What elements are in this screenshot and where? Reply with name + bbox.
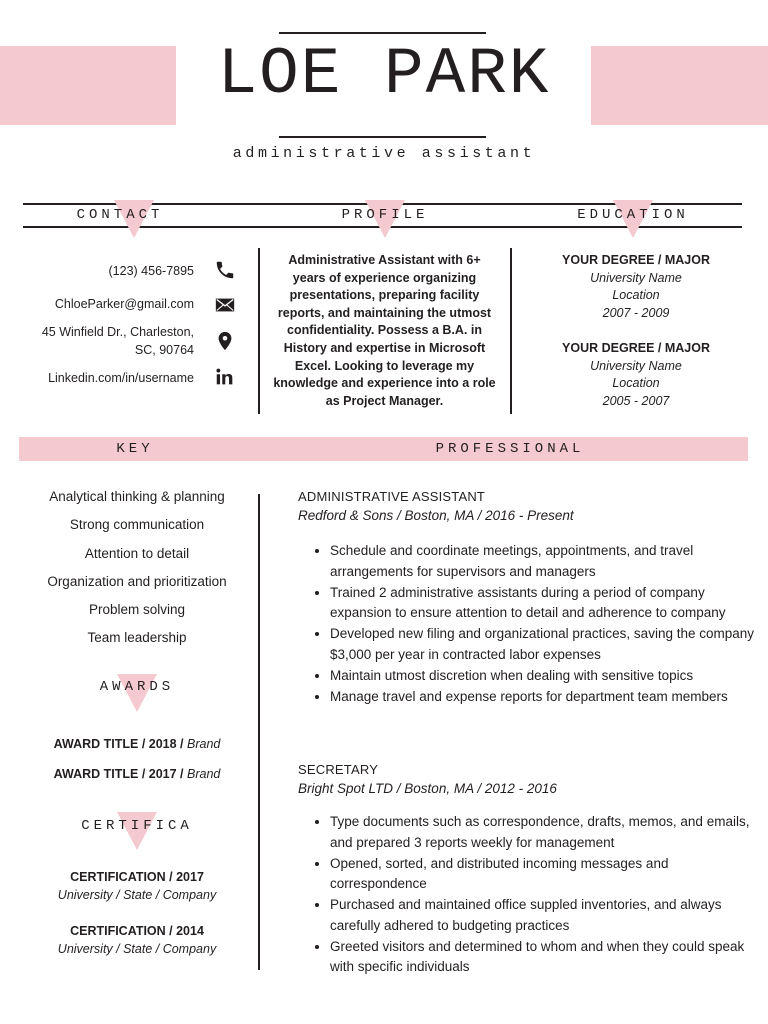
education-years: 2007 - 2009	[602, 305, 670, 320]
education-degree: YOUR DEGREE / MAJOR	[562, 253, 710, 267]
skill-item: Problem solving	[88, 602, 186, 618]
job-bullets	[310, 812, 760, 978]
skill-item: Strong communication	[69, 517, 205, 533]
header-rule-bottom	[279, 136, 486, 138]
header-rule-top	[279, 32, 486, 34]
education-school: University Name	[590, 270, 682, 285]
certification-item	[20, 922, 254, 958]
job-company: Redford & Sons / Boston, MA / 2016 - Present	[298, 508, 574, 523]
envelope-icon	[214, 294, 236, 316]
linkedin-icon	[214, 366, 236, 388]
job-bullets	[310, 541, 760, 708]
job-title: ADMINISTRATIVE ASSISTANT	[298, 489, 486, 504]
contact-address-line2: SC, 90764	[134, 343, 194, 357]
education-entry	[530, 252, 742, 322]
resume-name: LOE PARK	[217, 37, 551, 112]
bullet-item: • Opened, sorted, and distributed incoming messages and correspondence	[330, 854, 760, 895]
education-location: Location	[612, 376, 660, 390]
divider-key-professional	[258, 494, 260, 970]
bullet-item: • Maintain utmost discretion when dealing with sensitive topics	[330, 666, 760, 687]
certification-detail: University / State / Company	[57, 888, 217, 902]
award-item	[20, 735, 254, 753]
section-title-profile: PROFILE	[341, 207, 429, 223]
key-skills-list	[20, 483, 254, 653]
header-accent-right	[591, 46, 768, 125]
header-accent-left	[0, 46, 176, 125]
contact-address-line1: 45 Winfield Dr., Charleston,	[41, 325, 194, 339]
divider-profile-education	[510, 248, 512, 414]
bullet-item: • Manage travel and expense reports for department team members	[330, 687, 760, 708]
certification-item	[20, 868, 254, 904]
award-brand: Brand	[187, 737, 221, 751]
certification-detail: University / State / Company	[57, 942, 217, 956]
divider-contact-profile	[258, 248, 260, 414]
section-title-key: KEY	[116, 441, 154, 457]
award-item	[20, 765, 254, 783]
section-title-professional: PROFESSIONAL	[435, 441, 585, 457]
section-title-education: EDUCATION	[577, 207, 689, 223]
section-title-awards: AWARDS	[99, 679, 175, 695]
award-brand: Brand	[187, 767, 221, 781]
skill-item: Team leadership	[87, 630, 187, 646]
skill-item: Attention to detail	[84, 545, 190, 561]
job-title: SECRETARY	[298, 762, 379, 777]
job-company: Bright Spot LTD / Boston, MA / 2012 - 2016	[298, 781, 557, 796]
award-title: AWARD TITLE / 2018 /	[53, 737, 187, 751]
certification-title: CERTIFICATION / 2017	[70, 870, 204, 884]
certification-title: CERTIFICATION / 2014	[70, 924, 204, 938]
bullet-item: • Greeted visitors and determined to whom and when they could speak with specific individuals	[330, 937, 760, 978]
contact-linkedin: Linkedin.com/in/username	[48, 371, 194, 385]
section-title-contact: CONTACT	[76, 207, 164, 223]
contact-phone: (123) 456-7895	[108, 264, 194, 278]
bullet-item: • Purchased and maintained office suppled inventories, and always carefully adhered to budgeting practices	[330, 895, 760, 936]
bullet-item: • Developed new filing and organizational practices, saving the company $3,000 per year in contracted labor expenses	[330, 624, 760, 665]
bullet-item: • Type documents such as correspondence, drafts, memos, and emails, and prepared 3 reports weekly for management	[330, 812, 760, 853]
education-years: 2005 - 2007	[602, 393, 670, 408]
skill-item: Organization and prioritization	[47, 573, 227, 589]
bullet-item: • Schedule and coordinate meetings, appointments, and travel arrangements for supervisors and managers	[330, 541, 760, 582]
bullet-item: • Trained 2 administrative assistants during a period of company expansion to ensure attention to detail and adherence to company	[330, 583, 760, 624]
education-school: University Name	[590, 358, 682, 373]
skill-item: Analytical thinking & planning	[49, 489, 225, 504]
education-degree: YOUR DEGREE / MAJOR	[562, 341, 710, 355]
location-pin-icon	[214, 330, 236, 352]
education-location: Location	[612, 288, 660, 302]
phone-icon	[214, 259, 236, 281]
resume-job-title: administrative assistant	[232, 145, 536, 162]
section-title-certifications: CERTIFICA	[81, 818, 193, 834]
profile-summary: Administrative Assistant with 6+ years of experience organizing presentations, preparing facility reports, and maintaining the utmost confidentiality. Possess a B.A. in History and expertise in Microsoft Excel. Looking to leverage my knowledge and experience into a role as Project Manager.	[273, 253, 496, 408]
education-entry	[530, 340, 742, 410]
contact-email: ChloeParker@gmail.com	[54, 297, 194, 311]
award-title: AWARD TITLE / 2017 /	[53, 767, 187, 781]
